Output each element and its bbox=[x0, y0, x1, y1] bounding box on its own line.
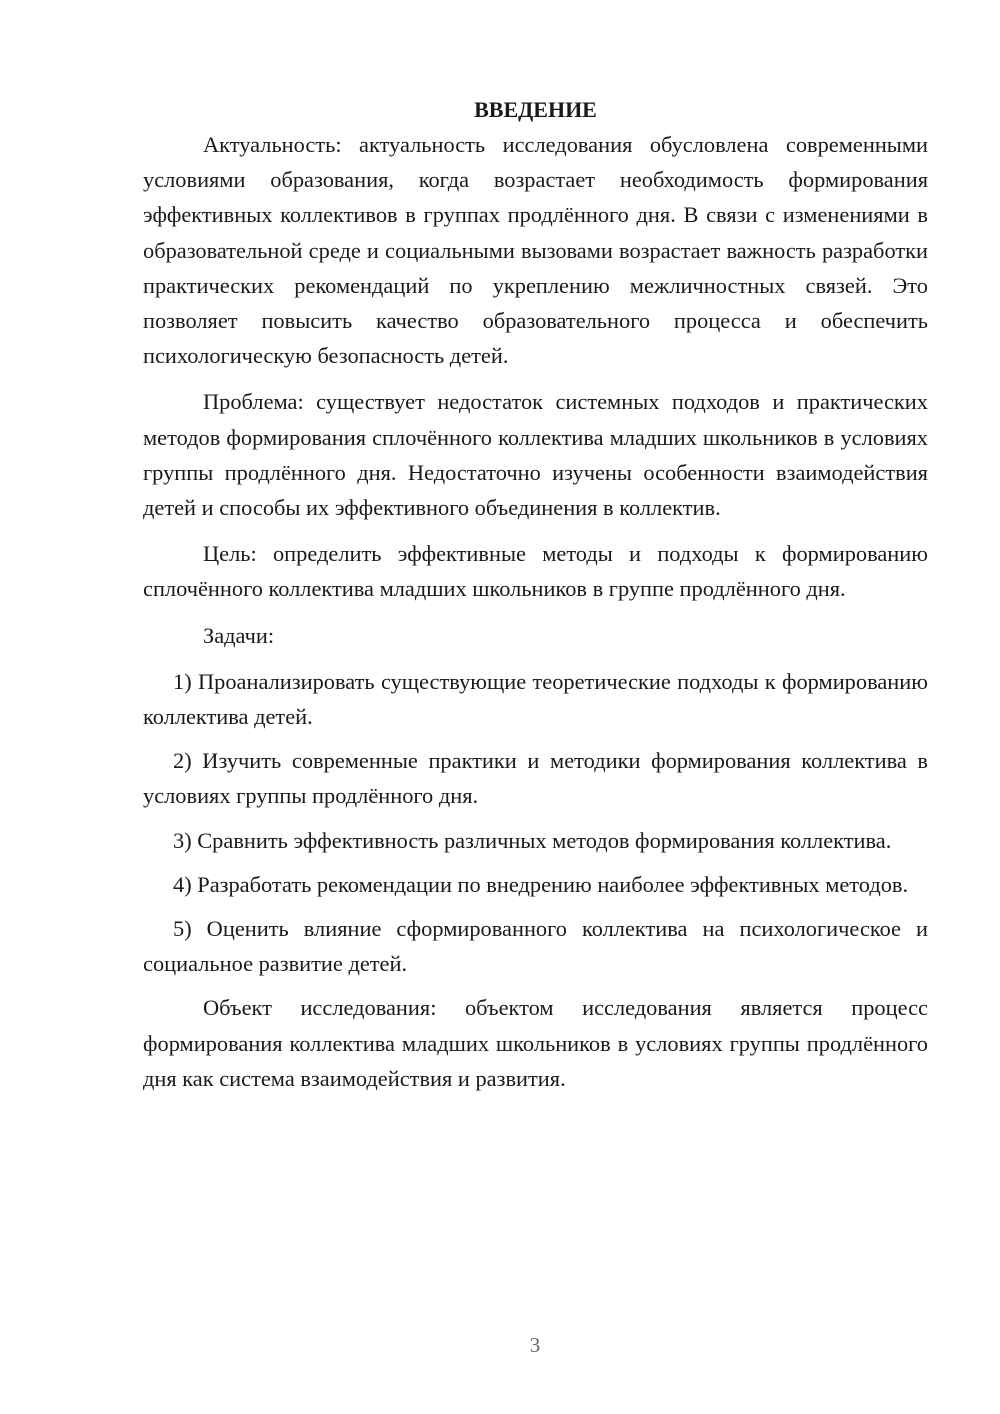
task-item-2: 2) Изучить современные практики и методики формирования коллектива в условиях группы продлённого дня. bbox=[143, 748, 928, 809]
document-page bbox=[143, 92, 928, 1107]
paragraph-goal: Цель: определить эффективные методы и подходы к формированию сплочённого коллектива младших школьников в группе продлённого дня. bbox=[143, 541, 928, 602]
tasks-heading: Задачи: bbox=[203, 622, 275, 648]
paragraph-object: Объект исследования: объектом исследования является процесс формирования коллектива младших школьников в условиях группы продлённого дня как система взаимодействия и развития. bbox=[143, 995, 928, 1091]
task-item-5: 5) Оценить влияние сформированного коллектива на психологическое и социальное развитие детей. bbox=[143, 916, 928, 977]
paragraph-relevance: Актуальность: актуальность исследования обусловлена современными условиями образования, когда возрастает необходимость формирования эффективных коллективов в группах продлённого дня. В связи с изменениями в образовательной среде и социальными вызовами возрастает важность разработки практических рекомендаций по укреплению межличностных связей. Это позволяет повысить качество образовательного процесса и обеспечить психологическую безопасность детей. bbox=[143, 132, 928, 369]
section-title: ВВЕДЕНИЕ bbox=[474, 97, 597, 122]
task-item-3: 3) Сравнить эффективность различных методов формирования коллектива. bbox=[173, 827, 892, 853]
page-number: 3 bbox=[529, 1333, 541, 1357]
task-item-4: 4) Разработать рекомендации по внедрению наиболее эффективных методов. bbox=[173, 871, 909, 897]
paragraph-problem: Проблема: существует недостаток системных подходов и практических методов формирования сплочённого коллектива младших школьников в условиях группы продлённого дня. Недостаточно изучены особенности взаимодействия детей и способы их эффективного объединения в коллектив. bbox=[143, 389, 928, 521]
task-item-1: 1) Проанализировать существующие теоретические подходы к формированию коллектива детей. bbox=[143, 668, 928, 730]
